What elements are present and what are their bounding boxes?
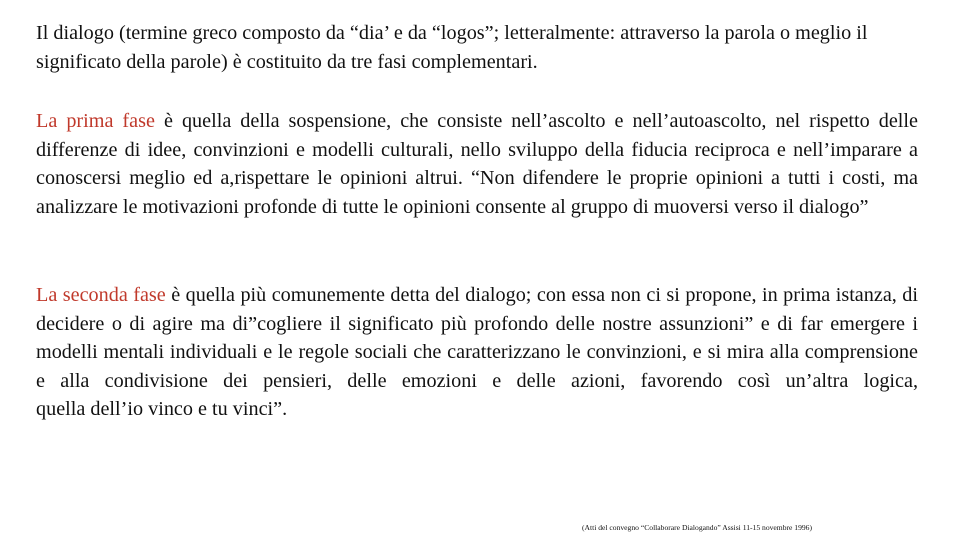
phase-one-label: La prima fase [36, 110, 155, 132]
phase-one-paragraph [36, 107, 918, 221]
intro-paragraph [36, 19, 918, 76]
intro-text: Il dialogo (termine greco composto da “dia’ e da “logos”; letteralmente: attraverso la parola o meglio il significato della parole) è costituito da tre fasi complementari. [36, 22, 868, 73]
phase-two-text-tail: quella dell’io vinco e tu vinci”. [36, 398, 288, 420]
phase-two-text: è quella più comunemente detta del dialogo; con essa non ci si propone, in prima istanza, di decidere o di agire ma di”cogliere il significato più profondo delle nostre assunzioni” e di far emergere i modelli mentali individuali e le regole sociali che caratterizzano le convinzioni, e si mira alla comprensione e alla condivisione dei pensieri, delle emozioni e delle azioni, favorendo così un’altra logica, [36, 284, 918, 392]
phase-two-paragraph [36, 281, 918, 424]
phase-one-text: è quella della sospensione, che consiste nell’ascolto e nell’autoascolto, nel rispetto delle differenze di idee, convinzioni e modelli culturali, nello sviluppo della fiducia reciproca e nell’imparare a conoscersi meglio ed a,rispettare le opinioni altrui. “Non difendere le proprie opinioni a tutti i costi, ma analizzare le motivazioni profonde di tutte le opinioni consente al gruppo di muoversi verso il dialogo” [36, 110, 918, 218]
phase-two-label: La seconda fase [36, 284, 166, 306]
source-citation: (Atti del convegno “Collaborare Dialogando” Assisi 11-15 novembre 1996) [582, 523, 813, 532]
